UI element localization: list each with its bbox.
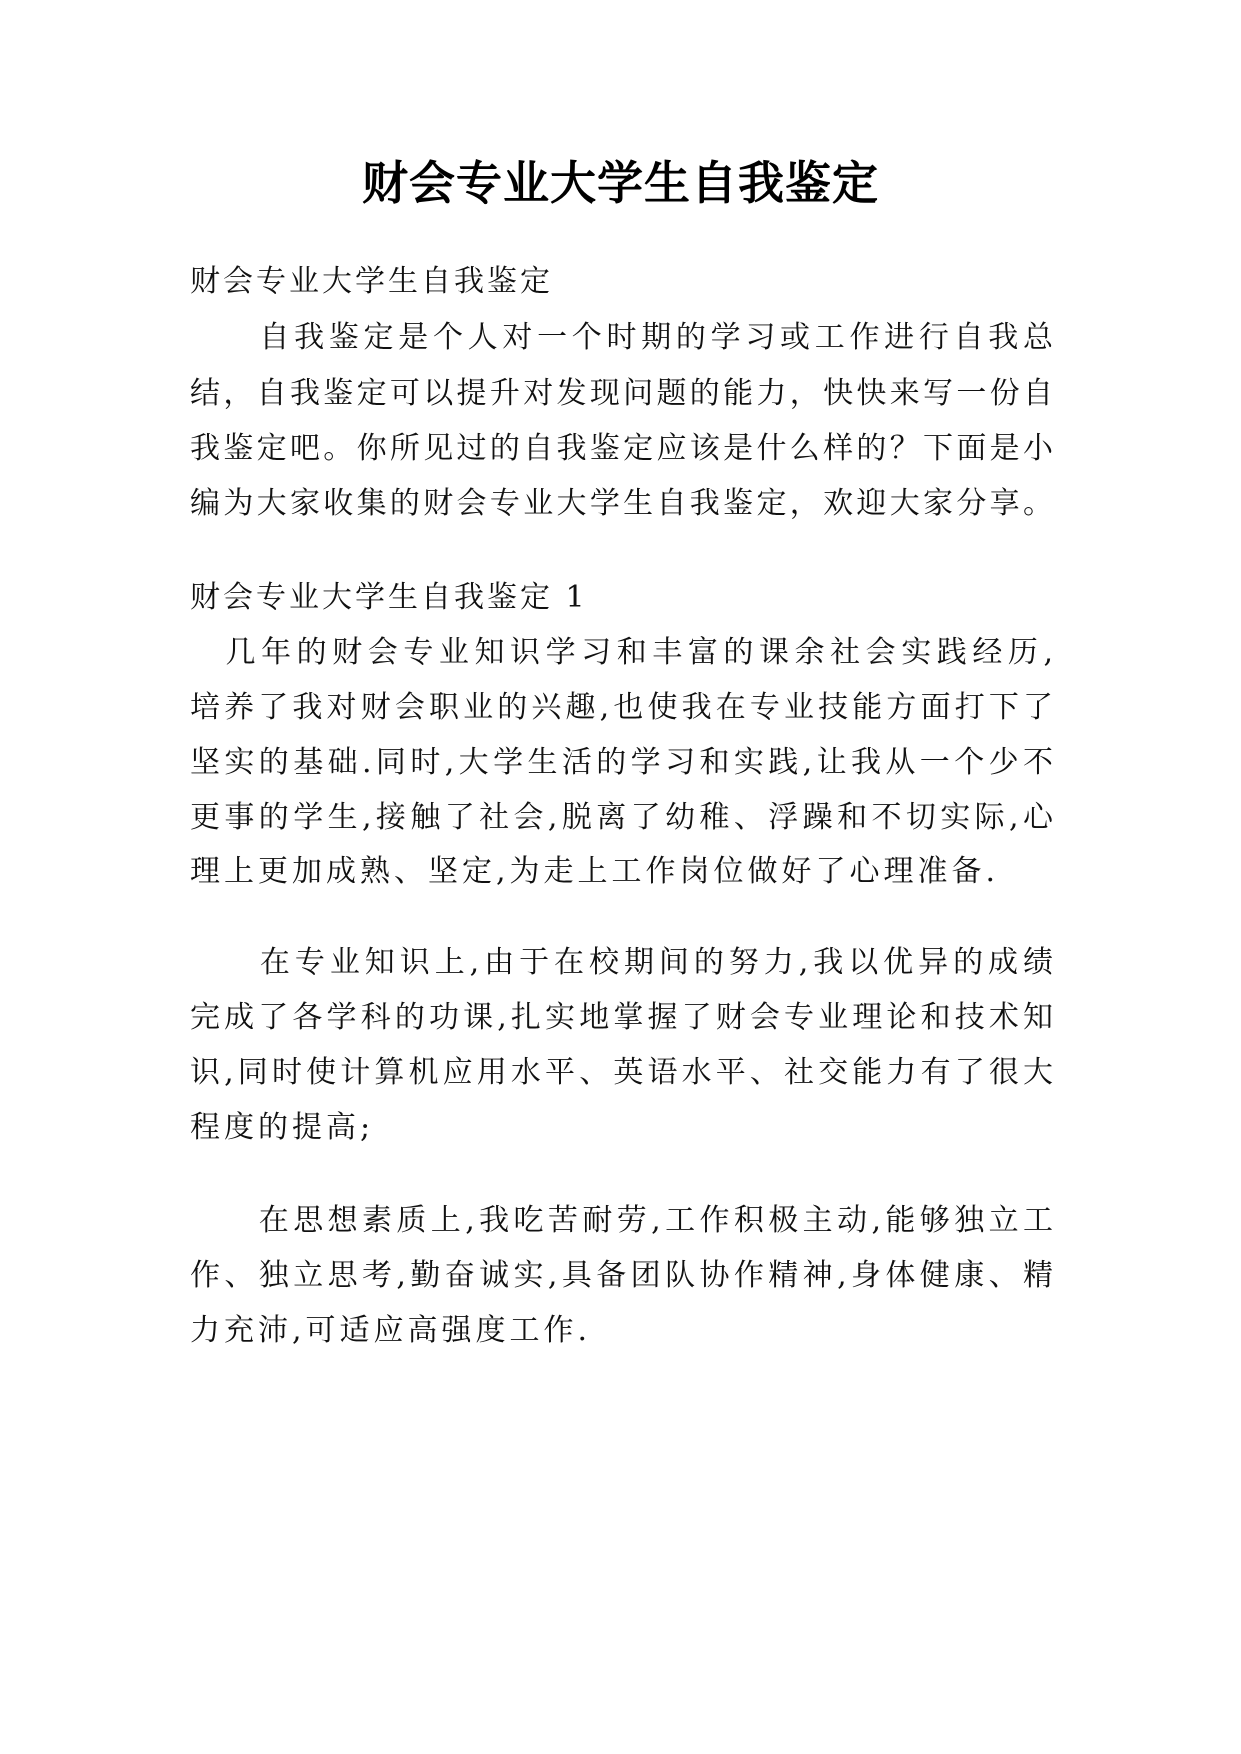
paragraph-line: 几年的财会专业知识学习和丰富的课余社会实践经历, (190, 635, 1053, 670)
intro-line: 编为大家收集的财会专业大学生自我鉴定，欢迎大家分享。 (190, 486, 1053, 521)
document-title: 财会专业大学生自我鉴定 (362, 156, 879, 210)
paragraph-line: 作、独立思考,勤奋诚实,具备团队协作精神,身体健康、精 (190, 1258, 1053, 1293)
paragraph-line: 理上更加成熟、坚定,为走上工作岗位做好了心理准备. (190, 854, 1000, 889)
paragraph-line: 力充沛,可适应高强度工作. (190, 1313, 592, 1348)
paragraph-line: 坚实的基础.同时,大学生活的学习和实践,让我从一个少不 (190, 745, 1053, 780)
paragraph-line: 程度的提高; (190, 1110, 375, 1145)
intro-line: 自我鉴定是个人对一个时期的学习或工作进行自我总 (190, 320, 1053, 355)
paragraph-line: 在专业知识上,由于在校期间的努力,我以优异的成绩 (190, 945, 1053, 980)
paragraph-line: 识,同时使计算机应用水平、英语水平、社交能力有了很大 (190, 1055, 1053, 1090)
paragraph-line: 在思想素质上,我吃苦耐劳,工作积极主动,能够独立工 (190, 1203, 1053, 1238)
paragraph-line: 培养了我对财会职业的兴趣,也使我在专业技能方面打下了 (190, 690, 1053, 725)
paragraph-line: 完成了各学科的功课,扎实地掌握了财会专业理论和技术知 (190, 1000, 1053, 1035)
paragraph-line: 更事的学生,接触了社会,脱离了幼稚、浮躁和不切实际,心 (190, 800, 1053, 835)
intro-line: 我鉴定吧。你所见过的自我鉴定应该是什么样的？下面是小 (190, 431, 1053, 466)
section-heading: 财会专业大学生自我鉴定 1 (190, 580, 588, 615)
intro-line: 结，自我鉴定可以提升对发现问题的能力，快快来写一份自 (190, 376, 1053, 411)
document-subtitle: 财会专业大学生自我鉴定 (190, 264, 553, 299)
